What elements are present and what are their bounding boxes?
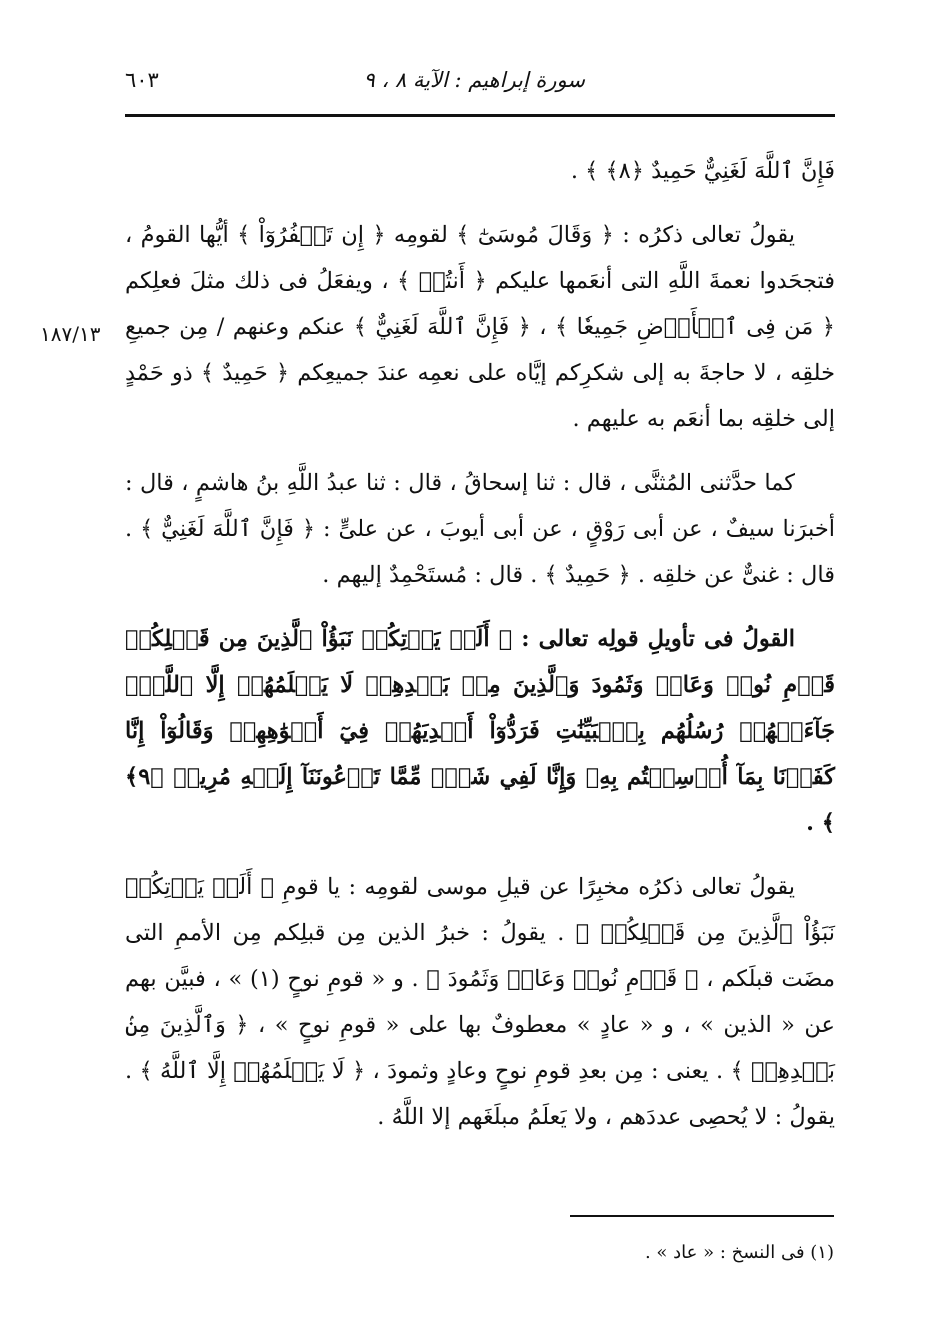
paragraph-verse-ending: فَإِنَّ ٱللَّهَ لَغَنِيٌّ حَمِيدٌ ﴿٨﴾ ﴾ .	[570, 158, 835, 184]
page-number: ٦٠٣	[125, 68, 159, 92]
paragraph-commentary-1: يقولُ تعالى ذكرُه : ﴿ وَقَالَ مُوسَىٰٓ ﴾ لقومِه ﴿ إِن تَكۡفُرُوٓاْ ﴾ أيُّها القومُ ، فتجحَدوا نعمةَ اللَّهِ التى أنعَمها عليكم ﴿ أَنتُمۡ ﴾ ، ويفعَلُ فى ذلك مثلَ فعلِكم ﴿ مَن فِى ٱلۡأَرۡضِ جَمِيعٗا ﴾ ، ﴿ فَإِنَّ ٱللَّهَ لَغَنِيٌّ ﴾ عنكم وعنهم / مِن جميعِ خلقِه ، لا حاجةَ به إلى شكرِكم إيَّاه على نعمِه عندَ جميعِكم ﴿ حَمِيدٌ ﴾ ذو حَمْدٍ إلى خلقِه بما أنعَم به عليهم .	[125, 222, 835, 432]
footnote-rule	[570, 1215, 834, 1217]
paragraph-gap	[125, 846, 835, 864]
page-body	[125, 148, 835, 1140]
paragraph-gap	[125, 442, 835, 460]
header-rule	[125, 114, 835, 117]
paragraph-commentary-2: يقولُ تعالى ذكرُه مخبِرًا عن قيلِ موسى لقومِه : يا قومِ ﴿ أَلَمۡ يَأۡتِكُمۡ نَبَؤُاْ ٱلَّذِينَ مِن قَبۡلِكُمۡ ﴾ . يقولُ : خبرُ الذين مِن قبلِكم مِن الأممِ التى مضَت قبلَكم ، ﴿ قَوۡمِ نُوحٖ وَعَادٖ وَثَمُودَ ﴾ . و « قومِ نوحٍ (١) » ، فبيَّن بهم عن « الذين » ، و « عادٍ » معطوفٌ بها على « قومِ نوحٍ » ، ﴿ وَٱلَّذِينَ مِنۢ بَعۡدِهِمۡ ﴾ . يعنى : مِن بعدِ قومِ نوحٍ وعادٍ وثمودَ ، ﴿ لَا يَعۡلَمُهُمۡ إِلَّا ٱللَّهُ ﴾ . يقولُ : لا يُحصِى عددَهم ، ولا يَعلَمُ مبلَغَهم إلا اللَّهُ .	[125, 874, 835, 1130]
paragraph-gap	[125, 598, 835, 616]
header-title: سورة إبراهيم : الآية ٨ ، ٩	[363, 68, 585, 92]
margin-reference: ١٨٧/١٣	[40, 322, 101, 346]
paragraph-verse-heading: القولُ فى تأويلِ قولِه تعالى : ﴿ أَلَمۡ يَأۡتِكُمۡ نَبَؤُاْ ٱلَّذِينَ مِن قَبۡلِكُمۡ قَوۡمِ نُوحٖ وَعَادٖ وَثَمُودَ وَٱلَّذِينَ مِنۢ بَعۡدِهِمۡ لَا يَعۡلَمُهُمۡ إِلَّا ٱللَّهُۚ جَآءَتۡهُمۡ رُسُلُهُم بِٱلۡبَيِّنَٰتِ فَرَدُّوٓاْ أَيۡدِيَهُمۡ فِيٓ أَفۡوَٰهِهِمۡ وَقَالُوٓاْ إِنَّا كَفَرۡنَا بِمَآ أُرۡسِلۡتُم بِهِۦ وَإِنَّا لَفِي شَكّٖ مِّمَّا تَدۡعُونَنَآ إِلَيۡهِ مُرِيبٖ ﴿٩﴾ ﴾ .	[125, 626, 835, 836]
running-header	[125, 62, 835, 102]
paragraph-narration: كما حدَّثنى المُثنَّى ، قال : ثنا إسحاقُ ، قال : ثنا عبدُ اللَّهِ بنُ هاشمٍ ، قال : أخبرَنا سيفٌ ، عن أبى رَوْقٍ ، عن أبى أيوبَ ، عن علىٍّ : ﴿ فَإِنَّ ٱللَّهَ لَغَنِيٌّ ﴾ . قال : غنىٌّ عن خلقِه . ﴿ حَمِيدٌ ﴾ . قال : مُستَحْمِدٌ إليهم .	[125, 470, 835, 588]
footnote: (١) فى النسخ : « عاد » .	[644, 1242, 834, 1263]
paragraph-gap	[125, 194, 835, 212]
